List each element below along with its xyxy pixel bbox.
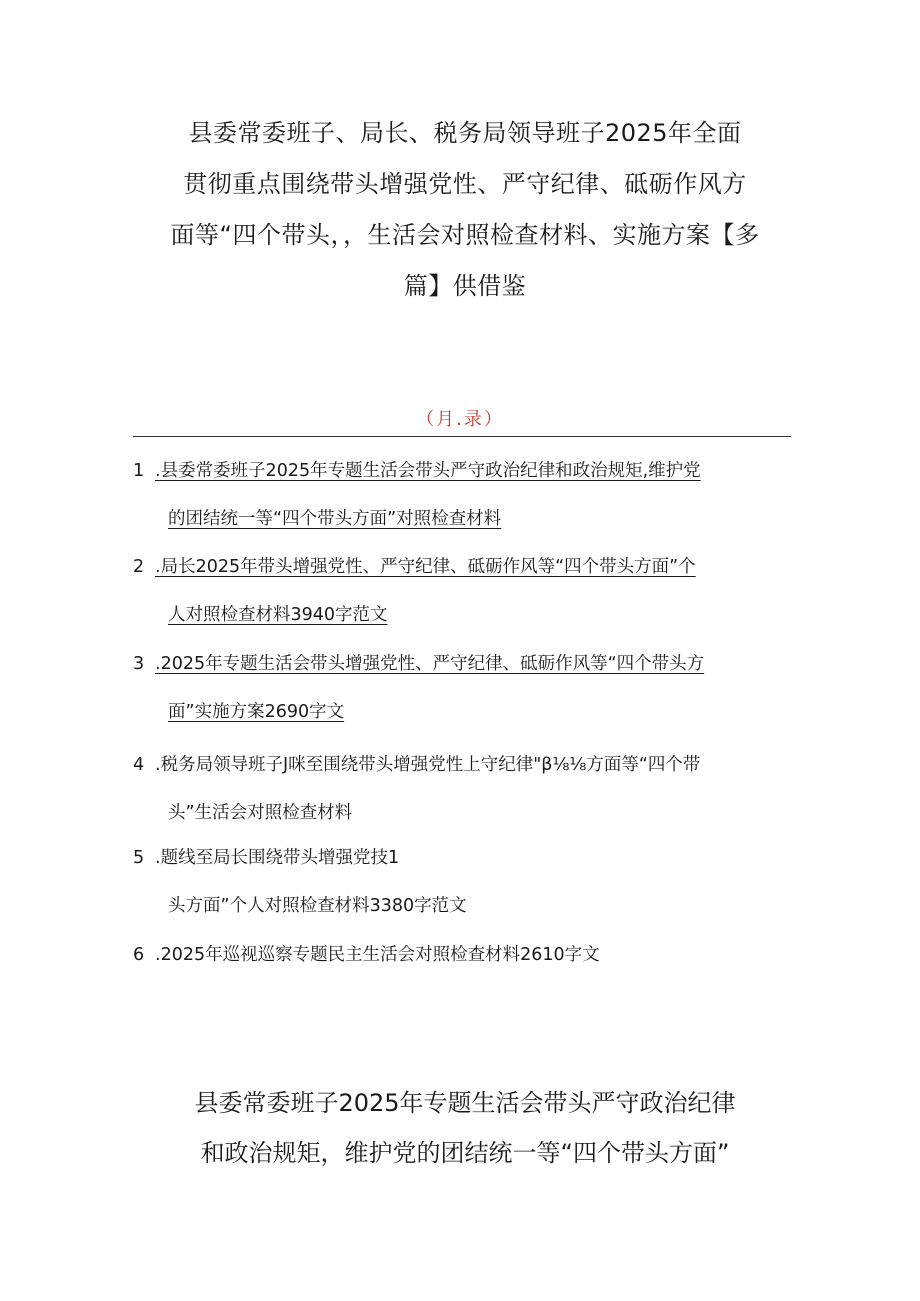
toc-text: .2025年巡视巡察专题民主生活会对照检查材料2610字文 xyxy=(155,945,600,965)
title-line: 贯彻重点围绕带头增强党性、严守纪律、砥砺作风方 xyxy=(183,170,747,198)
toc-link-text[interactable]: 人对照检查材料3940字范文 xyxy=(168,605,388,625)
toc-link-text[interactable]: 的团结统一等“四个带头方面”对照检查材料 xyxy=(168,509,502,529)
section-title-line: 和政治规矩，维护党的团结统一等“四个带头方面” xyxy=(200,1139,730,1167)
title-line: 篇】供借鉴 xyxy=(403,272,527,300)
toc-number: 5 xyxy=(133,848,145,868)
toc-text: .税务局领导班子J咪至围绕带头增强党性上守纪律"β⅛⅛方面等“四个带 xyxy=(155,755,701,775)
toc-number: 4 xyxy=(133,755,145,775)
title-line: 面等“四个带头，，生活会对照检查材料、实施方案【多 xyxy=(170,221,760,249)
toc-text: .题线至局长围绕带头增强党技1 xyxy=(155,848,400,868)
toc-text: 头”生活会对照检查材料 xyxy=(168,803,353,823)
toc-number: 3 xyxy=(133,654,145,674)
section-title xyxy=(150,1078,780,1178)
toc-link-text[interactable]: .局长2025年带头增强党性、严守纪律、砥砺作风等“四个带头方面”个 xyxy=(155,557,696,577)
toc-number: 2 xyxy=(133,557,145,577)
document-title xyxy=(150,108,780,312)
title-line: 县委常委班子、局长、税务局领导班子2025年全面 xyxy=(188,119,742,147)
toc-link-text[interactable]: .县委常委班子2025年专题生活会带头严守政治纪律和政治规矩,维护党 xyxy=(155,461,701,481)
toc-heading: （月.录） xyxy=(416,409,504,430)
toc-divider xyxy=(133,436,791,437)
toc-text: 头方面”个人对照检查材料3380字范文 xyxy=(168,896,467,916)
toc-number: 1 xyxy=(133,461,145,481)
toc-link-text[interactable]: .2025年专题生活会带头增强党性、严守纪律、砥砺作风等“四个带头方 xyxy=(155,654,705,674)
toc-link-text[interactable]: 面”实施方案2690字文 xyxy=(168,702,345,722)
toc-number: 6 xyxy=(133,945,145,965)
section-title-line: 县委常委班子2025年专题生活会带头严守政治纪律 xyxy=(194,1089,736,1117)
